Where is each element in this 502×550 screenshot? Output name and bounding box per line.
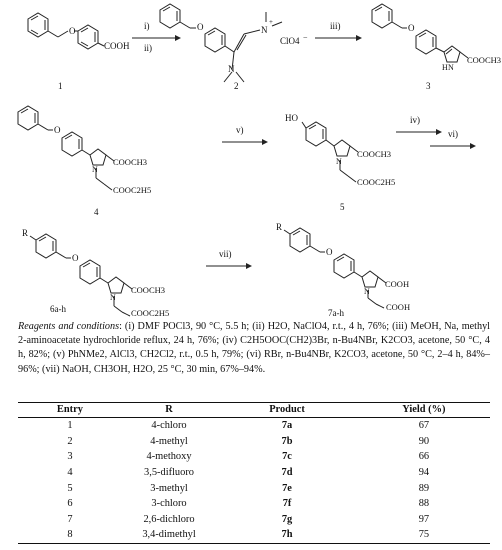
cell-r: 4-chloro [151,420,187,432]
compound-6-coome: COOCH3 [131,285,166,295]
cell-product: 7f [282,498,292,510]
table-row [18,527,490,543]
header-entry: Entry [18,403,122,418]
cell-r: 3-methyl [150,482,188,494]
cell-entry: 2 [67,435,73,447]
cell-yield: 75 [358,527,490,543]
compound-2-number: 2 [234,81,239,91]
compound-2-o: O [197,22,204,32]
cell-yield: 90 [418,435,430,447]
cell-r: 4-methyl [150,435,188,447]
cell-entry: 5 [67,482,73,494]
table-row [18,496,490,512]
svg-text:+: + [269,18,273,26]
compound-4-coome: COOCH3 [113,157,148,167]
cell-yield: 67 [418,420,430,432]
compound-7-r: R [276,222,283,232]
header-yield: Yield (%) [358,403,490,418]
cell-yield: 97 [418,513,430,525]
compound-1-cooh: COOH [104,41,130,51]
cell-r: 2,6-dichloro [143,513,195,525]
table-header-row [18,403,490,418]
cell-product: 7e [282,482,292,494]
cell-entry: 7 [67,513,73,525]
compound-5-n: N [336,157,342,166]
cell-product: 7c [282,451,292,463]
table-row [18,418,490,434]
compound-1-structure [28,13,104,49]
compound-3-nh: H [442,63,448,72]
compound-6-r: R [22,228,29,238]
reagent-label-i: i) [144,21,150,31]
compound-6-structure [30,234,132,316]
compound-2-clo4: ClO4 [280,36,300,46]
compound-1-number: 1 [58,81,63,91]
reagent-label-ii: ii) [144,43,152,53]
compound-7-number: 7a-h [328,308,344,318]
compound-1-o: O [69,26,76,36]
cell-entry: 6 [67,498,73,510]
cell-product: 7d [281,467,293,479]
yield-table [18,402,490,544]
compound-6-n: N [110,293,116,302]
cell-product: 7h [216,527,358,543]
compound-3-structure [372,4,468,62]
cell-entry: 3 [67,451,73,463]
reagent-label-vi: vi) [448,129,458,139]
cell-product: 7b [281,435,293,447]
table-row [18,480,490,496]
compound-4-o: O [54,125,61,135]
compound-4-n: N [92,165,98,174]
compound-6-o: O [72,253,79,263]
compound-6-cooet: COOC2H5 [131,308,170,318]
compound-5-number: 5 [340,202,345,212]
compound-7-n: N [364,287,370,296]
cell-entry: 8 [18,527,122,543]
reagent-label-iv: iv) [410,115,420,125]
reagent-label-iii: iii) [330,21,341,31]
compound-2-n: N [228,64,235,74]
table-row [18,434,490,450]
svg-text:−: − [303,33,308,42]
cell-yield: 88 [418,498,430,510]
cell-yield: 94 [418,467,430,479]
compound-7-o: O [326,247,333,257]
cell-r: 3,5-difluoro [144,467,194,479]
compound-5-coome: COOCH3 [357,149,392,159]
compound-5-cooet: COOC2H5 [357,177,396,187]
cell-yield: 66 [418,451,430,463]
compound-6-number: 6a-h [50,304,66,314]
cell-entry: 4 [67,467,73,479]
cell-yield: 89 [418,482,430,494]
compound-2-structure [160,4,282,82]
compound-7-structure [284,228,386,308]
reagent-label-v: v) [236,125,244,135]
caption-text: : (i) DMF POCl3, 90 °C, 5.5 h; (ii) H2O, NaClO4, r.t., 4 h, 76%; (iii) MeOH, Na, methyl 2-aminoacetate hydrochloride reflux, 24 h, 76%; (iv) C2H5OOC(CH2)3Br, n-Bu4NBr, K2CO3, acetone, 50 °C, 4 h, 82%; (v) PhNMe2, AlCl3, CH2Cl2, r.t., 0.5 h, 79%; (vi) RBr, n-Bu4NBr, K2CO3, acetone, 50 °C, 2–4 h, 84%–96%; (vii) NaOH, CH3OH, H2O, 25 °C, 30 min, 67%–94%. [18,321,490,375]
table-row [18,512,490,528]
caption-lead: Reagents and conditions [18,321,120,332]
reagent-label-vii: vii) [219,249,232,259]
table-row [18,465,490,481]
header-product: Product [216,403,358,418]
compound-5-ho: HO [285,113,298,123]
cell-r: 3,4-dimethyl [122,527,216,543]
cell-entry: 1 [67,420,73,432]
reagents-caption [18,320,490,377]
cell-product: 7g [281,513,293,525]
compound-3-o: O [408,23,415,33]
compound-4-number: 4 [94,207,99,217]
compound-4-structure [18,106,114,190]
header-r: R [122,403,216,418]
compound-7-cooh-b: COOH [386,302,411,312]
compound-3-coome: COOCH3 [467,55,502,65]
cell-r: 4-methoxy [146,451,192,463]
compound-4-cooet: COOC2H5 [113,185,152,195]
compound-3-n: N [448,63,454,72]
compound-5-structure [302,122,358,182]
compound-3-number: 3 [426,81,431,91]
table-row [18,449,490,465]
compound-2-nplus: N [261,25,268,35]
cell-r: 3-chloro [151,498,187,510]
compound-7-cooh-a: COOH [385,279,410,289]
cell-product: 7a [281,420,293,432]
